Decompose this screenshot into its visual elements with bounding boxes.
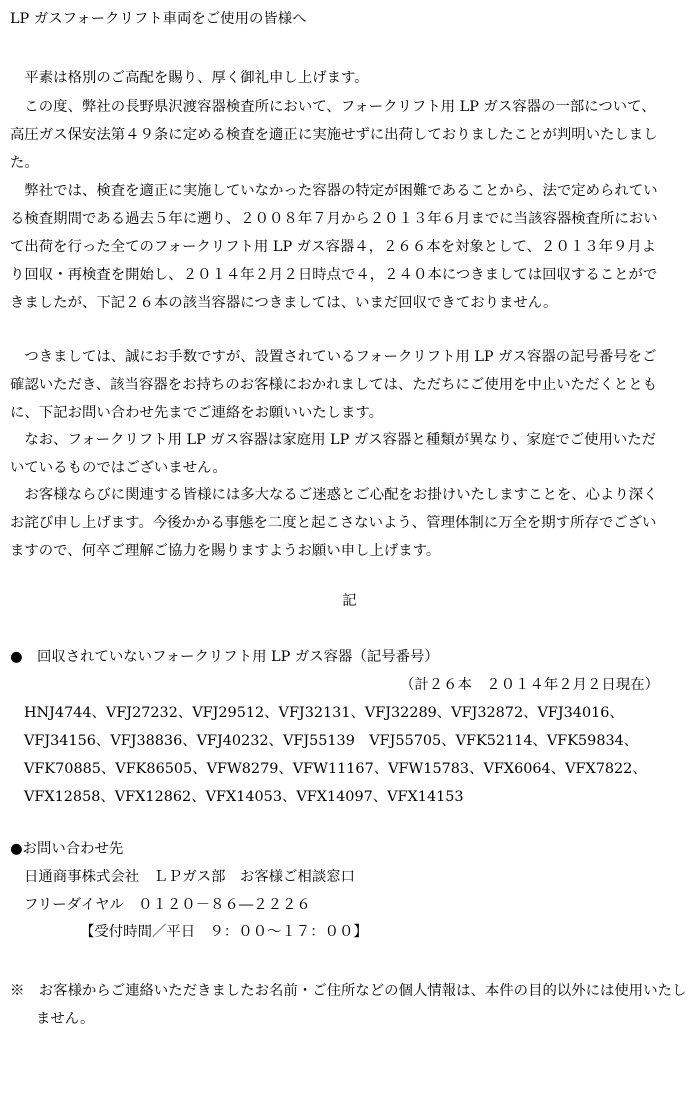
container-code-list: HNJ4744、VFJ27232、VFJ29512、VFJ32131、VFJ32289、VFJ32872、VFJ34016、VFJ34156、VFJ38836、VFJ40232、VFJ55139 VFJ55705、VFK52114、VFK59834、VFK70885、VFK86505、VFW8279、VFW11167、VFW15783、VFX6064、VFX7822、VFX12858、VFX12862、VFX14053、VFX14097、VFX14153	[24, 705, 647, 805]
paragraph-greeting: 平素は格別のご高配を賜り、厚く御礼申し上げます。	[24, 70, 369, 86]
paragraph-request: つきましては、誠にお手数ですが、設置されているフォークリフト用 LP ガス容器の記号番号をご確認いただき、該当容器をお持ちのお客様におかれましては、ただちにご使用を中止いただくとともに、下記お問い合わせ先までご連絡をお願いいたします。	[10, 349, 658, 421]
unrecovered-heading: ● 回収されていないフォークリフト用 LP ガス容器（記号番号）	[10, 649, 439, 665]
contact-hours: 【受付時間／平日 ９：００～１７：００】	[80, 924, 368, 940]
contact-freedial: フリーダイヤル ０１２０－８６―２２２６	[24, 897, 311, 913]
contact-organization: 日通商事株式会社 ＬＰガス部 お客様ご相談窓口	[24, 869, 355, 885]
ki-heading: 記	[342, 593, 357, 609]
as-of-note: （計２６本 ２０１４年２月２日現在）	[399, 677, 659, 693]
paragraph-clarification: なお、フォークリフト用 LP ガス容器は家庭用 LP ガス容器と種類が異なり、家庭でご使用いただいているものではございません。	[10, 432, 657, 476]
paragraph-incident: この度、弊社の長野県沢渡容器検査所において、フォークリフト用 LP ガス容器の一部について、高圧ガス保安法第４９条に定める検査を適正に実施せずに出荷しておりましたことが判明いたしました。	[10, 99, 658, 171]
contact-heading: ●お問い合わせ先	[10, 841, 124, 857]
page-title: LP ガスフォークリフト車両をご使用の皆様へ	[10, 11, 307, 27]
paragraph-apology: お客様ならびに関連する皆様には多大なるご迷惑とご心配をお掛けいたしますことを、心より深くお詫び申し上げます。今後かかる事態を二度と起こさないよう、管理体制に万全を期す所存でございますので、何卒ご理解ご協力を賜りますようお願い申し上げます。	[10, 487, 658, 559]
privacy-note: ※ お客様からご連絡いただきましたお名前・ご住所などの個人情報は、本件の目的以外には使用いたしません。	[10, 983, 687, 1027]
paragraph-recall: 弊社では、検査を適正に実施していなかった容器の特定が困難であることから、法で定められている検査期間である過去５年に遡り、２００８年７月から２０１３年６月までに当該容器検査所において出荷を行った全てのフォークリフト用 LP ガス容器４，２６６本を対象として、２０１３年９月より回収・再検査を開始し、２０１４年２月２日時点で４，２４０本につきましては回収することができましたが、下記２６本の該当容器につきましては、いまだ回収できておりません。	[10, 183, 658, 311]
